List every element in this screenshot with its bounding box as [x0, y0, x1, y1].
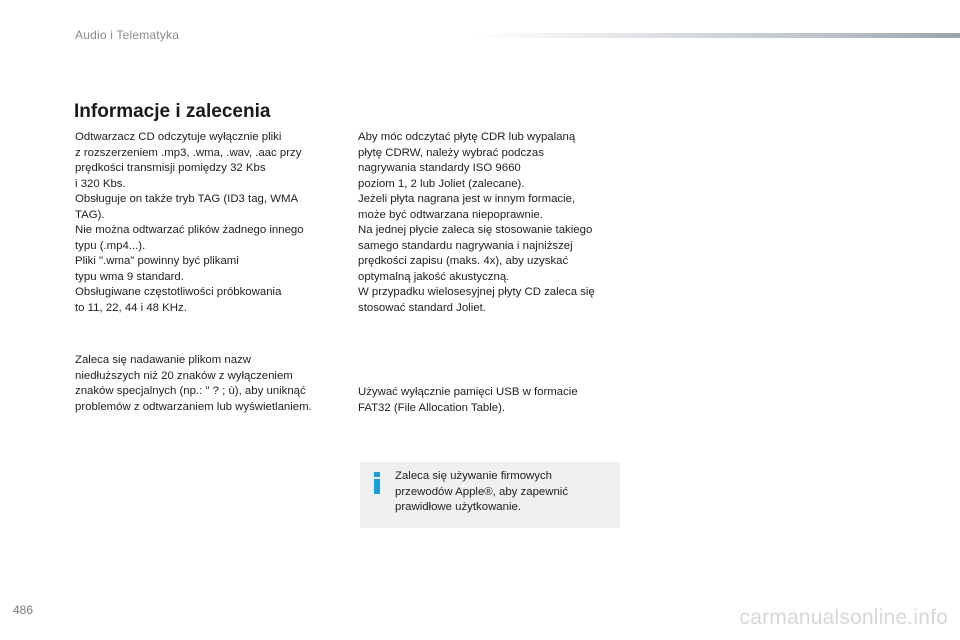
- page-number: 486: [13, 603, 34, 617]
- file-naming-paragraph: Zaleca się nadawanie plikom nazw niedłuższych niż 20 znaków z wyłączeniem znaków specjalnych (np.: " ? ; ù), aby uniknąć problemów z odtwarzaniem lub wyświetlaniem.: [75, 354, 312, 413]
- header-rule: [470, 33, 960, 38]
- info-icon: [368, 472, 386, 494]
- info-box: [360, 462, 620, 528]
- left-column-block-1: [75, 130, 350, 316]
- right-column-block-1: [358, 130, 623, 316]
- info-text: Zaleca się używanie firmowych przewodów Apple®, aby zapewnić prawidłowe użytkowanie.: [395, 470, 569, 513]
- cdr-standards-paragraph: Aby móc odczytać płytę CDR lub wypalaną płytę CDRW, należy wybrać podczas nagrywania standardy ISO 9660 poziom 1, 2 lub Joliet (zalecane). Jeżeli płyta nagrana jest w innym formacie, może być odtwarzana niepoprawnie. Na jednej płycie zaleca się stosowanie takiego samego standardu nagrywania i najniższej prędkości zapisu (maks. 4x), aby uzyskać optymalną jakość akustyczną. W przypadku wielosesyjnej płyty CD zaleca się stosować standard Joliet.: [358, 131, 595, 314]
- cd-formats-paragraph: Odtwarzacz CD odczytuje wyłącznie pliki z rozszerzeniem .mp3, .wma, .wav, .aac przy prędkości transmisji pomiędzy 32 Kbs i 320 Kbs. Obsługuje on także tryb TAG (ID3 tag, WMA TAG). Nie można odtwarzać plików żadnego innego typu (.mp4...). Pliki ".wma" powinny być plikami typu wma 9 standard. Obsługiwane częstotliwości próbkowania to 11, 22, 44 i 48 KHz.: [75, 131, 304, 314]
- page-title: Informacje i zalecenia: [74, 101, 271, 122]
- left-column-block-2: [75, 353, 350, 415]
- watermark-text: carmanualsonline.info: [739, 606, 948, 629]
- usb-format-paragraph: Używać wyłącznie pamięci USB w formacie FAT32 (File Allocation Table).: [358, 386, 578, 414]
- right-column-block-2: [358, 385, 623, 416]
- section-header: Audio i Telematyka: [75, 28, 180, 42]
